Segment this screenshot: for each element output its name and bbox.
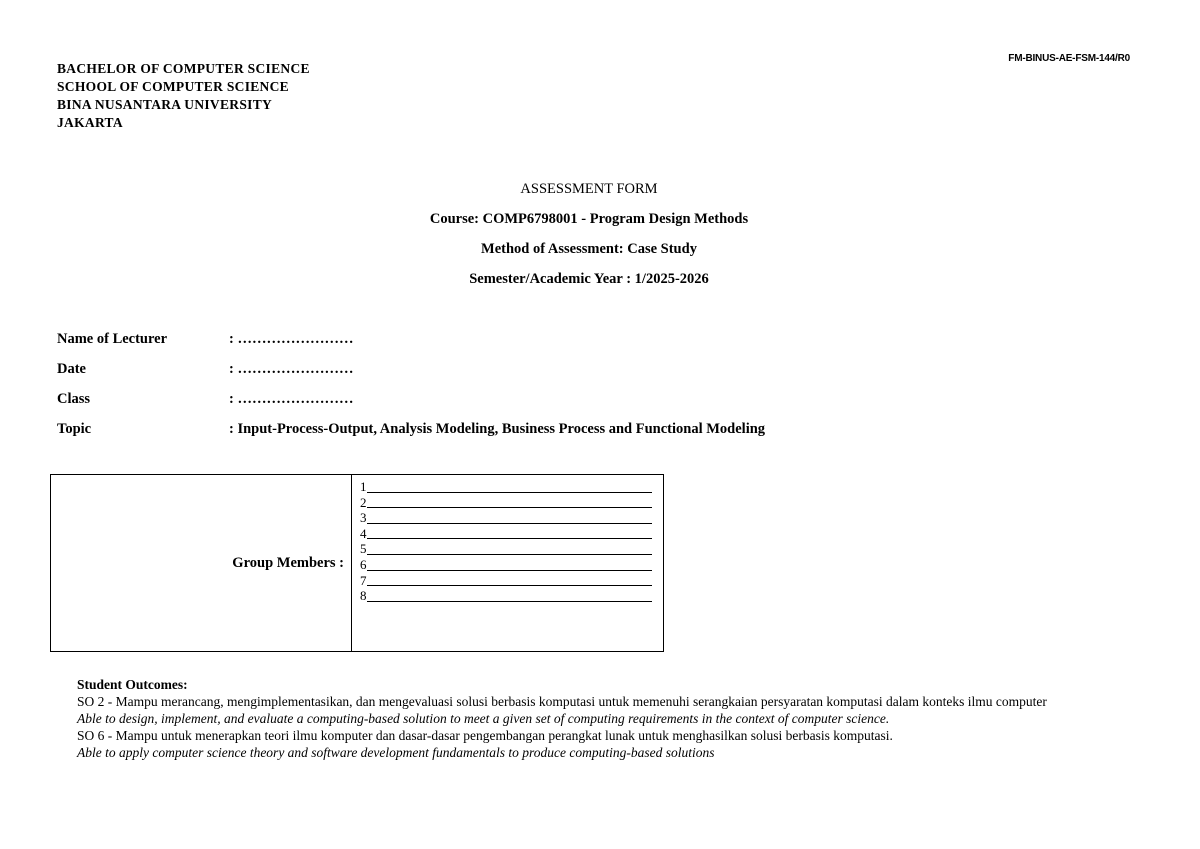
- member-underline: [367, 526, 652, 539]
- member-underline: [367, 480, 652, 493]
- so2-english: Able to design, implement, and evaluate a computing-based solution to meet a given set of computing requirements in the context of computer science.: [77, 711, 890, 726]
- member-underline: [367, 495, 652, 508]
- header-line: BACHELOR OF COMPUTER SCIENCE: [57, 61, 310, 76]
- so6-indonesian: SO 6 - Mampu untuk menerapkan teori ilmu komputer dan dasar-dasar pengembangan perangkat lunak untuk menghasilkan solusi berbasis komputasi.: [77, 728, 893, 743]
- member-number: 1: [360, 479, 367, 494]
- group-members-label: Group Members :: [51, 475, 352, 651]
- member-number: 3: [360, 510, 367, 526]
- class-value[interactable]: : ……………………: [229, 391, 354, 407]
- assessment-method: Method of Assessment: Case Study: [481, 241, 697, 257]
- member-line[interactable]: [360, 510, 652, 526]
- outcomes-heading: Student Outcomes:: [77, 677, 188, 692]
- member-number: 2: [360, 494, 367, 510]
- form-titles: [0, 180, 1178, 300]
- member-line[interactable]: [360, 573, 652, 589]
- field-label: Date: [57, 361, 86, 377]
- member-number: 4: [360, 525, 367, 541]
- header-line: BINA NUSANTARA UNIVERSITY: [57, 97, 273, 112]
- student-outcomes: [77, 676, 1077, 761]
- member-number: 6: [360, 556, 367, 572]
- field-label: Name of Lecturer: [57, 331, 168, 347]
- field-row-lecturer: [57, 330, 765, 360]
- field-row-class: [57, 390, 765, 420]
- member-line[interactable]: [360, 541, 652, 557]
- member-number: 8: [360, 588, 367, 604]
- member-underline: [367, 573, 652, 586]
- field-row-date: [57, 360, 765, 390]
- so2-indonesian: SO 2 - Mampu merancang, mengimplementasikan, dan mengevaluasi solusi berbasis komputasi untuk memenuhi serangkaian persyaratan komputasi dalam konteks ilmu computer: [77, 694, 1047, 709]
- course-title: Course: COMP6798001 - Program Design Methods: [429, 211, 749, 227]
- semester-year: Semester/Academic Year : 1/2025-2026: [469, 271, 709, 287]
- member-line[interactable]: [360, 495, 652, 511]
- date-value[interactable]: : ……………………: [229, 361, 354, 377]
- member-line[interactable]: [360, 588, 652, 604]
- member-underline: [367, 511, 652, 524]
- group-members-table: [50, 474, 664, 652]
- member-number: 7: [360, 572, 367, 588]
- field-row-topic: [57, 420, 765, 450]
- form-fields: [57, 330, 765, 450]
- field-label: Class: [57, 391, 91, 407]
- lecturer-value[interactable]: : ……………………: [229, 331, 354, 347]
- form-code: FM-BINUS-AE-FSM-144/R0: [1008, 53, 1130, 64]
- member-underline: [367, 558, 652, 571]
- header-line: SCHOOL OF COMPUTER SCIENCE: [57, 79, 289, 94]
- member-line[interactable]: [360, 526, 652, 542]
- member-line[interactable]: [360, 479, 652, 495]
- field-label: Topic: [57, 421, 92, 437]
- topic-value: : Input-Process-Output, Analysis Modeling, Business Process and Functional Modeling: [229, 421, 766, 437]
- member-underline: [367, 542, 652, 555]
- group-members-list: [352, 475, 652, 651]
- header-line: JAKARTA: [57, 115, 123, 130]
- form-title: ASSESSMENT FORM: [520, 181, 658, 197]
- institution-header: [57, 60, 310, 132]
- so6-english: Able to apply computer science theory and software development fundamentals to produce computing-based solutions: [77, 745, 715, 760]
- member-number: 5: [360, 541, 367, 557]
- member-underline: [367, 589, 652, 602]
- member-line[interactable]: [360, 557, 652, 573]
